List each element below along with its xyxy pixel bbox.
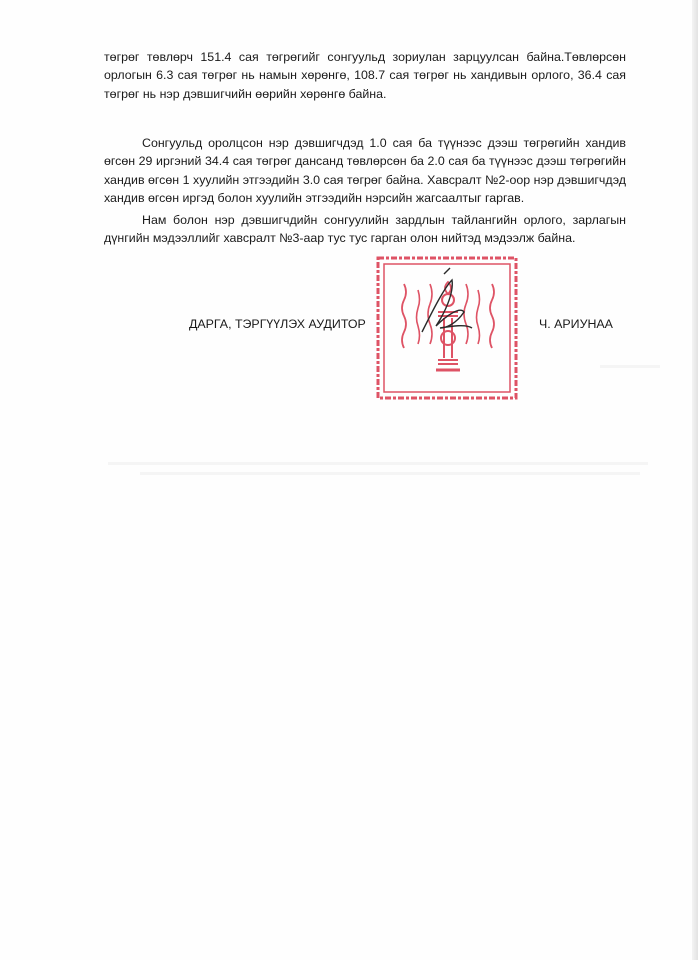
paragraph-3: Нам болон нэр дэвшигчдийн сонгуулийн зардлын тайлангийн орлого, зарлагын дүнгийн мэдээллийг хавсралт №3-аар тус тус гарган олон нийтэд мэдээлж байна. [104, 213, 626, 246]
bleed-through-line [108, 462, 648, 465]
paragraph-2: Сонгуульд оролцсон нэр дэвшигчдэд 1.0 сая ба түүнээс дээш төгрөгийн хандив өгсөн 29 иргэний 34.4 сая төгрөг дансанд төвлөрсөн ба 2.0 сая ба түүнээс дээш төгрөгийн хандив өгсөн 1 хуулийн этгээдийн 3.0 сая төгрөг байна. Хавсралт №2-оор нэр дэвшигчдэд хандив өгсөн иргэд болон хуулийн этгээдийн нэрсийн жагсаалтыг гаргав. [104, 136, 626, 206]
bleed-through-line [140, 472, 640, 475]
signatory-name: Ч. АРИУНАА [539, 317, 613, 331]
paragraph-1: төгрөг төвлөрч 151.4 сая төгрөгийг сонгуульд зориулан зарцуулсан байна.Төвлөрсөн орлогын 6.3 сая төгрөг нь намын хөрөнгө, 108.7 сая төгрөг нь хандивын орлого, 36.4 сая төгрөг нь нэр дэвшигчийн өөрийн хөрөнгө байна. [104, 50, 626, 101]
page-edge [692, 0, 698, 960]
bleed-through-line [600, 365, 660, 368]
signatory-title: ДАРГА, ТЭРГҮҮЛЭХ АУДИТОР [189, 317, 366, 331]
official-seal [374, 254, 520, 402]
